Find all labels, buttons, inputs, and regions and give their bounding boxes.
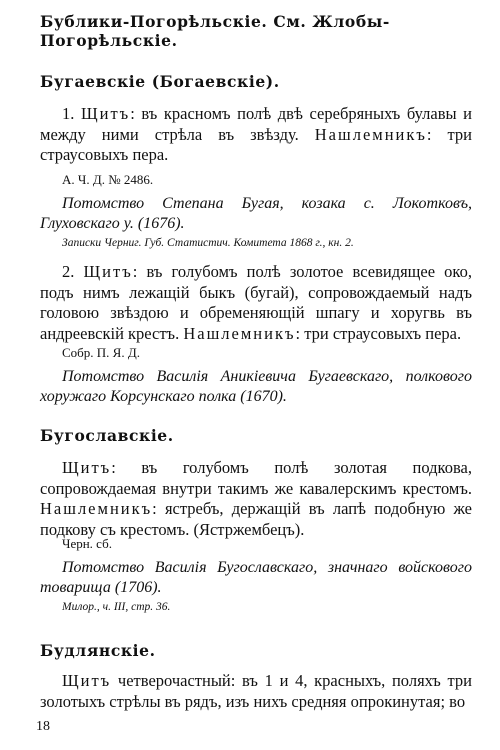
shield-description: : въ голубомъ полѣ золотая подкова, сопровождаемая внутри такимъ же кавалерскимъ крестомъ. <box>40 458 472 498</box>
shield-description: четверочастный: въ 1 и 4, красныхъ, поляхъ три золотыхъ стрѣлы въ рядъ, изъ нихъ средняя опрокинутая; во <box>40 671 472 711</box>
source-reference: Собр. П. Я. Д. <box>62 345 140 360</box>
lineage-text: Потомство Василія Бугославскаго, значнаго войскового товарища (1706). <box>40 559 472 596</box>
footnote-reference: Милор., ч. III, стр. 36. <box>62 601 171 613</box>
shield-term: Щитъ <box>80 104 131 123</box>
source-reference: Черн. сб. <box>62 536 112 551</box>
shield-term: Щитъ <box>62 458 112 477</box>
crest-description: : три страусовыхъ пера. <box>295 323 462 343</box>
page-number: 18 <box>36 719 50 734</box>
crest-description: : ястребъ, держащій въ лапѣ подобную же подкову съ крестомъ. (Ястржембецъ). <box>40 499 472 539</box>
source-reference: А. Ч. Д. № 2486. <box>62 172 154 187</box>
paragraph-number: 2. <box>62 262 75 281</box>
crest-term: Нашлемникъ <box>183 323 296 343</box>
lineage-text: Потомство Степана Бугая, козака с. Локотковъ, Глуховскаго у. (1676). <box>40 195 472 232</box>
shield-term: Щитъ <box>62 671 112 690</box>
heading-bugaevskie: Бугаевскіе (Богаевскіе). <box>40 72 280 91</box>
footnote-reference: Записки Черниг. Губ. Статистич. Комитета 1868 г., кн. 2. <box>62 237 354 249</box>
shield-description: : въ красномъ полѣ двѣ серебряныхъ булавы и между ними стрѣла въ звѣзду. <box>40 104 473 144</box>
paragraph-bugaevskie-1 <box>40 104 472 166</box>
paragraph-boguslavskie <box>40 458 472 540</box>
crest-description: : три страусовыхъ пера. <box>40 124 472 164</box>
paragraph-budlyanskie <box>40 671 472 712</box>
heading-budlyanskie: Будлянскіе. <box>40 641 156 660</box>
shield-term: Щитъ <box>83 262 133 281</box>
shield-description: : въ голубомъ полѣ золотое всевидящее око, подъ нимъ лежащій быкъ (бугай), сопровождаемый надъ головою звѣздою и обременяющій шпагу и хоругвь въ андреевскій крестъ. <box>40 262 472 343</box>
lineage-text: Потомство Василія Аникіевича Бугаевскаго, полкового хоружаго Корсунскаго полка (1670). <box>40 368 472 405</box>
heading-boguslavskie: Бугославскіе. <box>40 426 174 445</box>
paragraph-bugaevskie-2 <box>40 262 472 344</box>
crest-term: Нашлемникъ <box>314 124 427 144</box>
paragraph-number: 1. <box>62 104 75 123</box>
heading-bubliki: Бублики-Погорѣльскіе. См. Жлобы-Погорѣльскіе. <box>40 12 390 50</box>
crest-term: Нашлемникъ <box>40 499 153 518</box>
